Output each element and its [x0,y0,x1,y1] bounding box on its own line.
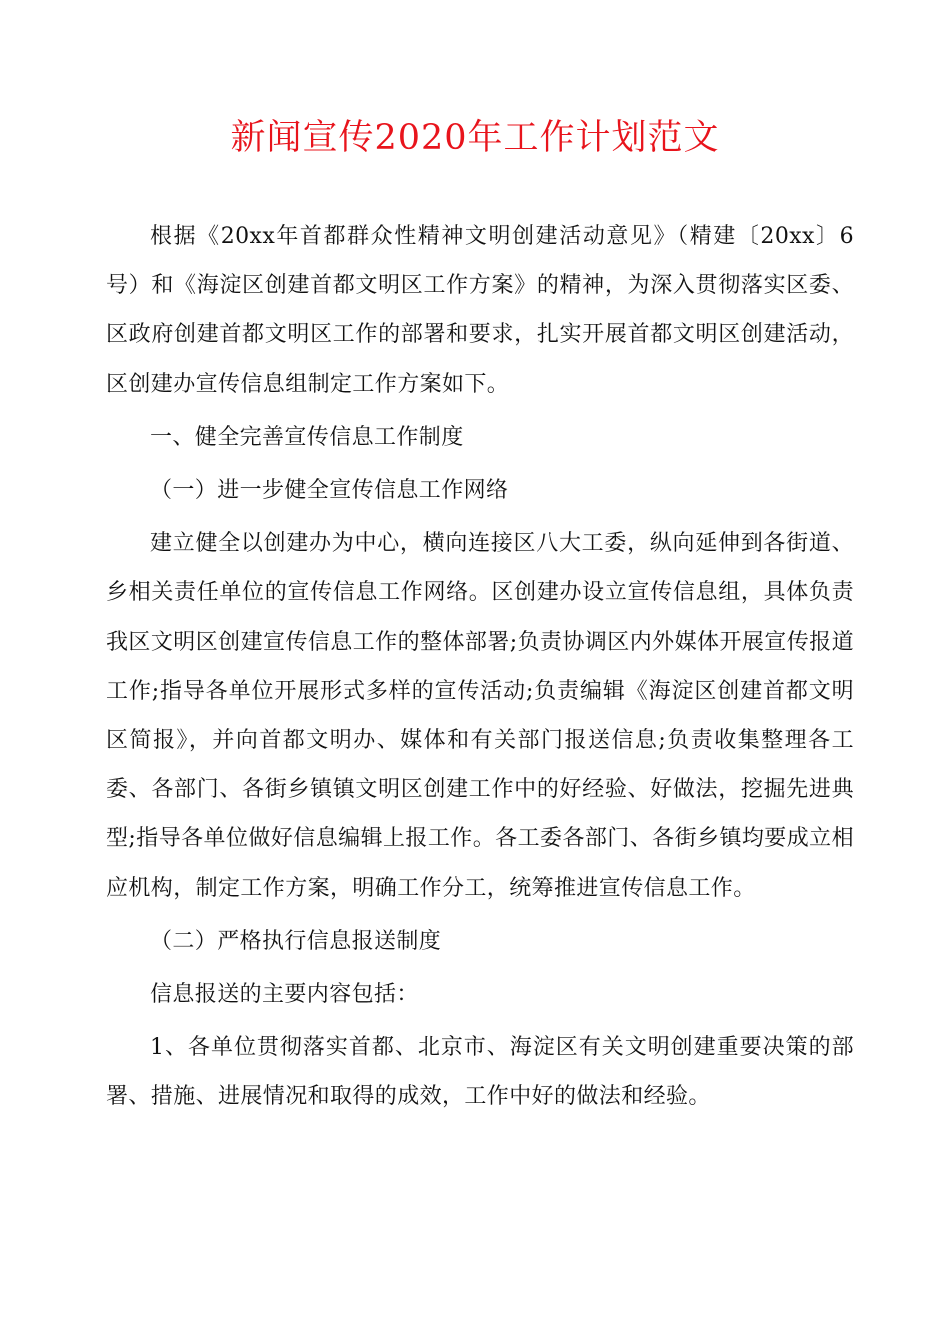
document-title: 新闻宣传2020年工作计划范文 [230,118,720,158]
subsection-heading-2: （二）严格执行信息报送制度 [150,928,442,954]
section-heading-1: 一、健全完善宣传信息工作制度 [150,424,464,450]
paragraph-intro: 根据《20xx年首都群众性精神文明创建活动意见》（精建〔20xx〕6号）和《海淀区创建首都文明区工作方案》的精神，为深入贯彻落实区委、区政府创建首都文明区工作的部署和要求，扎实开展首都文明区创建活动，区创建办宣传信息组制定工作方案如下。 [106,224,854,397]
list-item-1: 1、各单位贯彻落实首都、北京市、海淀区有关文明创建重要决策的部署、措施、进展情况和取得的成效，工作中好的做法和经验。 [106,1035,854,1110]
paragraph-network: 建立健全以创建办为中心，横向连接区八大工委，纵向延伸到各街道、乡相关责任单位的宣传信息工作网络。区创建办设立宣传信息组，具体负责我区文明区创建宣传信息工作的整体部署;负责协调区内外媒体开展宣传报道工作;指导各单位开展形式多样的宣传活动;负责编辑《海淀区创建首都文明区简报》，并向首都文明办、媒体和有关部门报送信息;负责收集整理各工委、各部门、各街乡镇镇文明区创建工作中的好经验、好做法，挖掘先进典型;指导各单位做好信息编辑上报工作。各工委各部门、各街乡镇均要成立相应机构，制定工作方案，明确工作分工，统筹推进宣传信息工作。 [106,531,854,901]
paragraph-report-content: 信息报送的主要内容包括： [150,982,419,1008]
subsection-heading-1: （一）进一步健全宣传信息工作网络 [150,478,509,504]
document-body [106,212,854,1122]
